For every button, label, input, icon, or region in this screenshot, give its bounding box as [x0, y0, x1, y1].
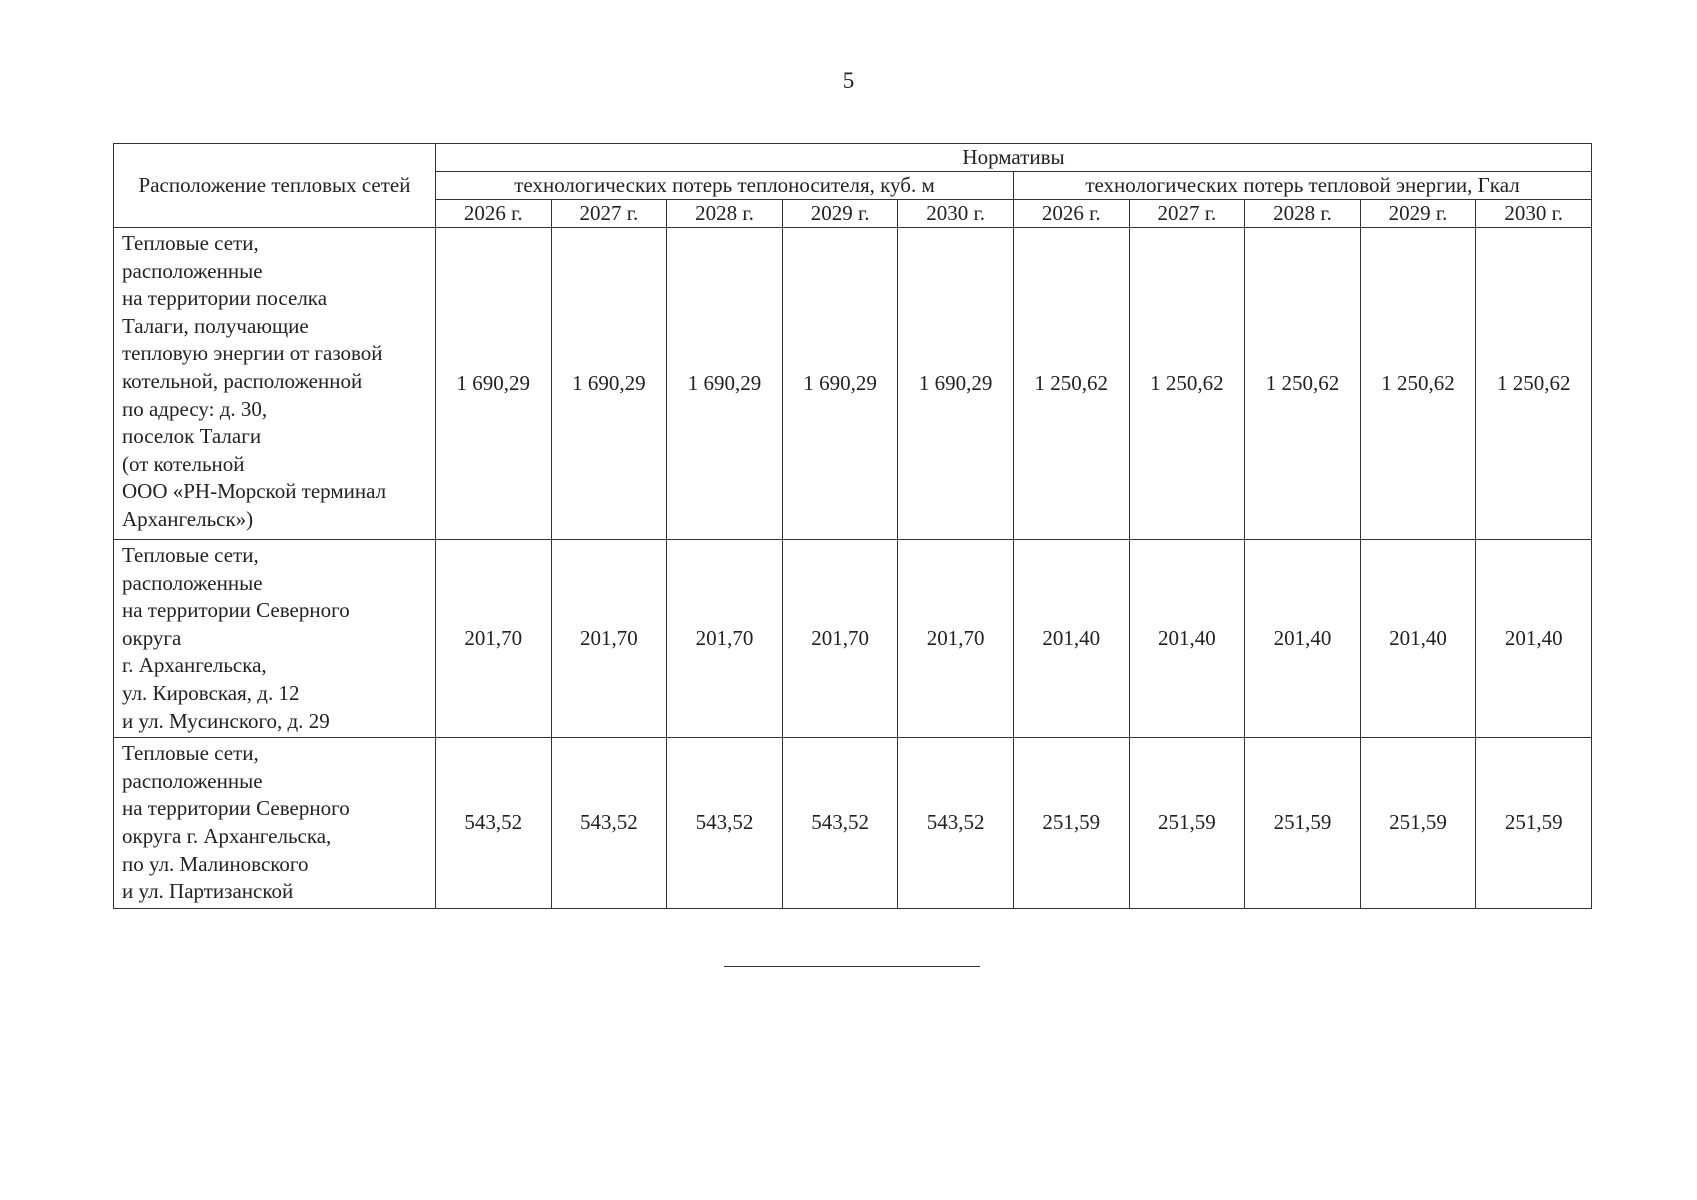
table-row: [114, 738, 1592, 909]
table-row: [114, 228, 1592, 540]
location-line: ул. Кировская, д. 12: [122, 680, 300, 705]
location-cell: [114, 540, 436, 738]
value-cell: 201,70: [436, 540, 552, 738]
value-cell: 201,40: [1129, 540, 1245, 738]
value-cell: 251,59: [1013, 738, 1129, 909]
table-row: [114, 540, 1592, 738]
value-cell: 201,70: [898, 540, 1014, 738]
value-cell: 1 250,62: [1360, 228, 1476, 540]
value-cell: 543,52: [667, 738, 783, 909]
location-line: на территории Северного: [122, 796, 350, 821]
value-cell: 251,59: [1360, 738, 1476, 909]
value-cell: 201,40: [1245, 540, 1361, 738]
value-cell: 1 690,29: [436, 228, 552, 540]
value-cell: 251,59: [1129, 738, 1245, 909]
year-header: 2026 г.: [1013, 200, 1129, 228]
location-line: расположенные: [122, 570, 263, 595]
value-cell: 1 690,29: [782, 228, 898, 540]
location-line: расположенные: [122, 258, 263, 283]
norms-group-header: Нормативы: [436, 144, 1592, 172]
value-cell: 543,52: [436, 738, 552, 909]
location-line: Талаги, получающие: [122, 313, 309, 338]
value-cell: 201,40: [1360, 540, 1476, 738]
value-cell: 201,70: [782, 540, 898, 738]
value-cell: 1 250,62: [1245, 228, 1361, 540]
location-column-header: Расположение тепловых сетей: [114, 144, 436, 228]
end-of-document-rule: [724, 966, 980, 967]
year-header: 2029 г.: [1360, 200, 1476, 228]
location-line: и ул. Партизанской: [122, 879, 294, 904]
value-cell: 201,70: [551, 540, 667, 738]
location-line: по адресу: д. 30,: [122, 396, 268, 421]
heat-loss-norms-table: [113, 143, 1592, 909]
location-line: и ул. Мусинского, д. 29: [122, 708, 330, 733]
value-cell: 543,52: [898, 738, 1014, 909]
location-line: по ул. Малиновского: [122, 851, 309, 876]
location-line: тепловую энергии от газовой: [122, 341, 383, 366]
value-cell: 543,52: [782, 738, 898, 909]
value-cell: 1 250,62: [1476, 228, 1592, 540]
year-header: 2029 г.: [782, 200, 898, 228]
page-number: 5: [842, 68, 855, 93]
year-header: 2028 г.: [667, 200, 783, 228]
value-cell: 1 690,29: [551, 228, 667, 540]
location-cell: [114, 738, 436, 909]
heat-energy-loss-header: технологических потерь тепловой энергии, Гкал: [1013, 172, 1591, 200]
year-header: 2030 г.: [898, 200, 1014, 228]
year-header: 2030 г.: [1476, 200, 1592, 228]
location-line: Тепловые сети,: [122, 543, 259, 567]
location-line: г. Архангельска,: [122, 653, 267, 678]
location-line: (от котельной: [122, 451, 245, 476]
location-line: поселок Талаги: [122, 424, 262, 449]
value-cell: 1 690,29: [898, 228, 1014, 540]
location-line: Тепловые сети,: [122, 231, 259, 255]
location-line: округа г. Архангельска,: [122, 823, 332, 848]
value-cell: 543,52: [551, 738, 667, 909]
location-line: расположенные: [122, 768, 263, 793]
location-line: котельной, расположенной: [122, 368, 363, 393]
value-cell: 201,70: [667, 540, 783, 738]
value-cell: 251,59: [1476, 738, 1592, 909]
coolant-loss-header: технологических потерь теплоносителя, куб. м: [436, 172, 1014, 200]
year-header: 2028 г.: [1245, 200, 1361, 228]
year-header: 2027 г.: [1129, 200, 1245, 228]
location-line: Тепловые сети,: [122, 741, 259, 766]
location-line: на территории поселка: [122, 286, 328, 311]
value-cell: 251,59: [1245, 738, 1361, 909]
value-cell: 1 250,62: [1013, 228, 1129, 540]
value-cell: 1 690,29: [667, 228, 783, 540]
year-header: 2027 г.: [551, 200, 667, 228]
value-cell: 1 250,62: [1129, 228, 1245, 540]
location-line: Архангельск»): [122, 506, 254, 531]
location-cell: [114, 228, 436, 540]
location-line: на территории Северного: [122, 598, 350, 623]
location-line: ООО «РН-Морской терминал: [122, 479, 387, 504]
value-cell: 201,40: [1013, 540, 1129, 738]
year-header: 2026 г.: [436, 200, 552, 228]
value-cell: 201,40: [1476, 540, 1592, 738]
location-line: округа: [122, 625, 182, 650]
